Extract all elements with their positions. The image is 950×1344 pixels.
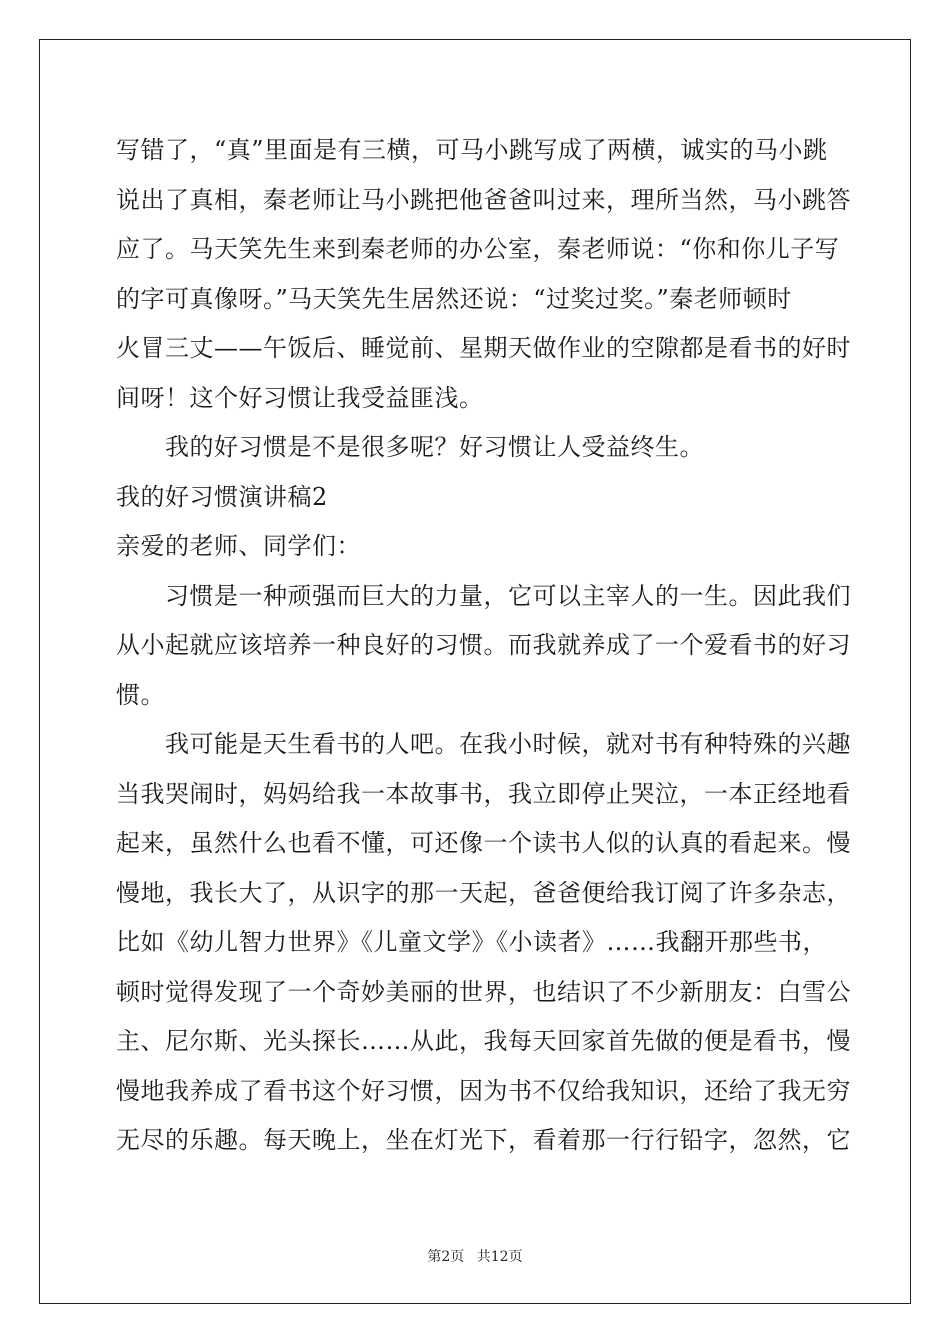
text-line: 起来，虽然什么也看不懂，可还像一个读书人似的认真的看起来。慢 bbox=[116, 829, 851, 857]
text-line: 应了。马天笑先生来到秦老师的办公室，秦老师说：“你和你儿子写 bbox=[116, 235, 840, 263]
text-line: 我可能是天生看书的人吧。在我小时候，就对书有种特殊的兴趣 bbox=[165, 730, 851, 758]
text-line: 主、尼尔斯、光头探长……从此，我每天回家首先做的便是看书，慢 bbox=[116, 1027, 851, 1055]
text-line: 当我哭闹时，妈妈给我一本故事书，我立即停止哭泣，一本正经地看 bbox=[116, 779, 851, 808]
text-line: 顿时觉得发现了一个奇妙美丽的世界，也结识了不少新朋友：白雪公 bbox=[116, 977, 851, 1006]
text-line: 说出了真相，秦老师让马小跳把他爸爸叫过来，理所当然，马小跳答 bbox=[116, 185, 851, 214]
text-line: 习惯是一种顽强而巨大的力量，它可以主宰人的一生。因此我们 bbox=[165, 581, 851, 610]
text-line: 间呀！这个好习惯让我受益匪浅。 bbox=[116, 383, 484, 412]
text-line: 写错了，“真”里面是有三横，可马小跳写成了两横，诚实的马小跳 bbox=[116, 136, 828, 164]
text-line: 我的好习惯演讲稿2 bbox=[116, 482, 328, 511]
text-line: 我的好习惯是不是很多呢？好习惯让人受益终生。 bbox=[165, 433, 704, 461]
text-line: 火冒三丈——午饭后、睡觉前、星期天做作业的空隙都是看书的好时 bbox=[116, 334, 851, 362]
text-line: 慢地，我长大了，从识字的那一天起，爸爸便给我订阅了许多杂志， bbox=[116, 878, 851, 907]
text-line: 惯。 bbox=[116, 680, 165, 709]
page-total: 共12页 bbox=[476, 1249, 523, 1265]
document-body bbox=[116, 126, 851, 1166]
text-line: 从小起就应该培养一种良好的习惯。而我就养成了一个爱看书的好习 bbox=[116, 631, 851, 659]
text-line: 无尽的乐趣。每天晚上，坐在灯光下，看着那一行行铅字，忽然，它 bbox=[116, 1126, 851, 1154]
text-line: 亲爱的老师、同学们： bbox=[116, 532, 361, 560]
text-line: 比如《幼儿智力世界》《儿童文学》《小读者》……我翻开那些书， bbox=[116, 928, 827, 956]
text-line: 慢地我养成了看书这个好习惯，因为书不仅给我知识，还给了我无穷 bbox=[116, 1076, 851, 1105]
page-number: 第2页 bbox=[427, 1249, 465, 1265]
page-footer bbox=[0, 1246, 950, 1266]
text-line: 的字可真像呀。”马天笑先生居然还说：“过奖过奖。”秦老师顿时 bbox=[116, 284, 792, 313]
